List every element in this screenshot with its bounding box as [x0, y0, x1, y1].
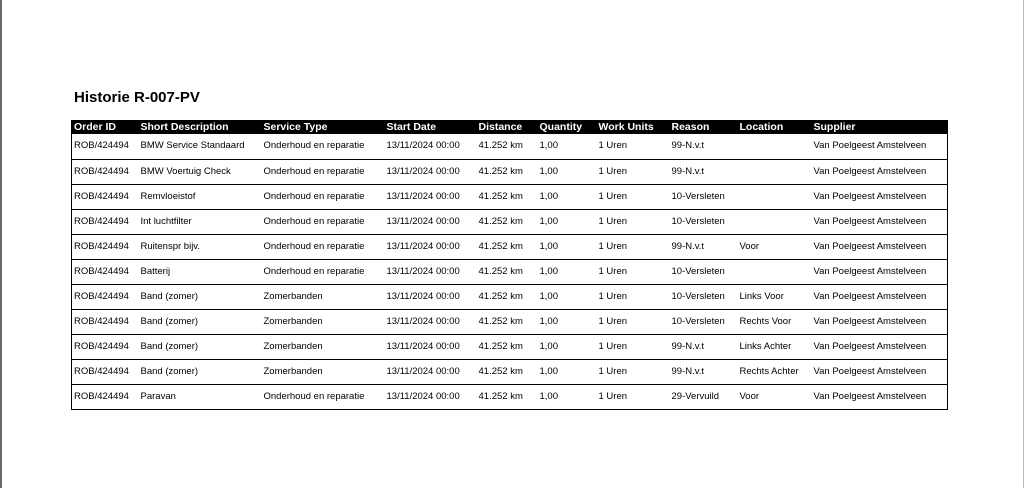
cell-location: Rechts Achter [738, 359, 812, 384]
page-edge-left [0, 0, 2, 488]
cell-work-units: 1 Uren [597, 309, 670, 334]
cell-order-id: ROB/424494 [72, 309, 139, 334]
cell-order-id: ROB/424494 [72, 159, 139, 184]
cell-service-type: Onderhoud en reparatie [262, 209, 385, 234]
cell-order-id: ROB/424494 [72, 134, 139, 159]
table-header-row [72, 120, 948, 134]
cell-order-id: ROB/424494 [72, 359, 139, 384]
cell-supplier: Van Poelgeest Amstelveen [812, 334, 948, 359]
cell-quantity: 1,00 [538, 384, 597, 409]
cell-quantity: 1,00 [538, 309, 597, 334]
cell-distance: 41.252 km [477, 234, 538, 259]
cell-distance: 41.252 km [477, 134, 538, 159]
header-location: Location [738, 120, 812, 134]
cell-short-description: Band (zomer) [139, 359, 262, 384]
cell-short-description: Band (zomer) [139, 334, 262, 359]
cell-location: Links Voor [738, 284, 812, 309]
cell-quantity: 1,00 [538, 334, 597, 359]
header-order-id: Order ID [72, 120, 139, 134]
cell-location [738, 184, 812, 209]
cell-quantity: 1,00 [538, 159, 597, 184]
header-reason: Reason [670, 120, 738, 134]
page-title: Historie R-007-PV [74, 89, 200, 106]
cell-start-date: 13/11/2024 00:00 [385, 334, 477, 359]
cell-reason: 10-Versleten [670, 259, 738, 284]
cell-distance: 41.252 km [477, 384, 538, 409]
header-distance: Distance [477, 120, 538, 134]
header-short-description: Short Description [139, 120, 262, 134]
cell-distance: 41.252 km [477, 259, 538, 284]
cell-supplier: Van Poelgeest Amstelveen [812, 384, 948, 409]
cell-start-date: 13/11/2024 00:00 [385, 309, 477, 334]
cell-order-id: ROB/424494 [72, 209, 139, 234]
cell-order-id: ROB/424494 [72, 184, 139, 209]
cell-location: Voor [738, 234, 812, 259]
cell-service-type: Zomerbanden [262, 284, 385, 309]
cell-service-type: Onderhoud en reparatie [262, 259, 385, 284]
cell-short-description: Band (zomer) [139, 309, 262, 334]
cell-work-units: 1 Uren [597, 334, 670, 359]
table-row [72, 259, 948, 284]
header-start-date: Start Date [385, 120, 477, 134]
cell-short-description: BMW Service Standaard [139, 134, 262, 159]
cell-reason: 99-N.v.t [670, 134, 738, 159]
cell-service-type: Onderhoud en reparatie [262, 184, 385, 209]
cell-location [738, 134, 812, 159]
cell-distance: 41.252 km [477, 184, 538, 209]
cell-work-units: 1 Uren [597, 384, 670, 409]
cell-reason: 99-N.v.t [670, 159, 738, 184]
table-row [72, 159, 948, 184]
cell-reason: 10-Versleten [670, 309, 738, 334]
table-row [72, 184, 948, 209]
cell-supplier: Van Poelgeest Amstelveen [812, 259, 948, 284]
table-row [72, 384, 948, 409]
cell-short-description: Band (zomer) [139, 284, 262, 309]
cell-service-type: Zomerbanden [262, 309, 385, 334]
cell-work-units: 1 Uren [597, 184, 670, 209]
cell-supplier: Van Poelgeest Amstelveen [812, 134, 948, 159]
cell-distance: 41.252 km [477, 209, 538, 234]
header-supplier: Supplier [812, 120, 948, 134]
cell-distance: 41.252 km [477, 309, 538, 334]
cell-start-date: 13/11/2024 00:00 [385, 259, 477, 284]
cell-start-date: 13/11/2024 00:00 [385, 159, 477, 184]
cell-work-units: 1 Uren [597, 359, 670, 384]
cell-start-date: 13/11/2024 00:00 [385, 359, 477, 384]
cell-quantity: 1,00 [538, 259, 597, 284]
cell-service-type: Zomerbanden [262, 334, 385, 359]
cell-quantity: 1,00 [538, 209, 597, 234]
cell-work-units: 1 Uren [597, 134, 670, 159]
cell-start-date: 13/11/2024 00:00 [385, 384, 477, 409]
table-row [72, 359, 948, 384]
table-row [72, 284, 948, 309]
cell-start-date: 13/11/2024 00:00 [385, 209, 477, 234]
cell-order-id: ROB/424494 [72, 284, 139, 309]
cell-order-id: ROB/424494 [72, 384, 139, 409]
table-body [72, 134, 948, 409]
cell-location: Rechts Voor [738, 309, 812, 334]
cell-short-description: Remvloeistof [139, 184, 262, 209]
cell-quantity: 1,00 [538, 359, 597, 384]
cell-start-date: 13/11/2024 00:00 [385, 134, 477, 159]
cell-supplier: Van Poelgeest Amstelveen [812, 309, 948, 334]
cell-reason: 10-Versleten [670, 209, 738, 234]
cell-location: Links Achter [738, 334, 812, 359]
header-work-units: Work Units [597, 120, 670, 134]
cell-location [738, 259, 812, 284]
cell-service-type: Onderhoud en reparatie [262, 134, 385, 159]
cell-start-date: 13/11/2024 00:00 [385, 284, 477, 309]
cell-work-units: 1 Uren [597, 284, 670, 309]
cell-service-type: Onderhoud en reparatie [262, 234, 385, 259]
cell-short-description: Batterij [139, 259, 262, 284]
cell-supplier: Van Poelgeest Amstelveen [812, 234, 948, 259]
table-row [72, 234, 948, 259]
cell-order-id: ROB/424494 [72, 234, 139, 259]
cell-location [738, 209, 812, 234]
header-quantity: Quantity [538, 120, 597, 134]
cell-distance: 41.252 km [477, 359, 538, 384]
cell-order-id: ROB/424494 [72, 334, 139, 359]
cell-short-description: Ruitenspr bijv. [139, 234, 262, 259]
cell-quantity: 1,00 [538, 134, 597, 159]
cell-supplier: Van Poelgeest Amstelveen [812, 159, 948, 184]
cell-reason: 99-N.v.t [670, 234, 738, 259]
cell-distance: 41.252 km [477, 159, 538, 184]
cell-supplier: Van Poelgeest Amstelveen [812, 284, 948, 309]
cell-short-description: BMW Voertuig Check [139, 159, 262, 184]
cell-distance: 41.252 km [477, 284, 538, 309]
cell-supplier: Van Poelgeest Amstelveen [812, 184, 948, 209]
cell-short-description: Paravan [139, 384, 262, 409]
cell-supplier: Van Poelgeest Amstelveen [812, 209, 948, 234]
cell-service-type: Onderhoud en reparatie [262, 384, 385, 409]
cell-reason: 10-Versleten [670, 284, 738, 309]
cell-reason: 29-Vervuild [670, 384, 738, 409]
cell-order-id: ROB/424494 [72, 259, 139, 284]
cell-work-units: 1 Uren [597, 159, 670, 184]
cell-reason: 10-Versleten [670, 184, 738, 209]
cell-work-units: 1 Uren [597, 209, 670, 234]
cell-start-date: 13/11/2024 00:00 [385, 234, 477, 259]
cell-reason: 99-N.v.t [670, 334, 738, 359]
history-table [71, 120, 948, 410]
table-row [72, 334, 948, 359]
cell-quantity: 1,00 [538, 234, 597, 259]
cell-work-units: 1 Uren [597, 259, 670, 284]
cell-short-description: Int luchtfilter [139, 209, 262, 234]
cell-distance: 41.252 km [477, 334, 538, 359]
cell-supplier: Van Poelgeest Amstelveen [812, 359, 948, 384]
table-row [72, 209, 948, 234]
header-service-type: Service Type [262, 120, 385, 134]
cell-location [738, 159, 812, 184]
cell-service-type: Zomerbanden [262, 359, 385, 384]
cell-service-type: Onderhoud en reparatie [262, 159, 385, 184]
cell-quantity: 1,00 [538, 284, 597, 309]
cell-work-units: 1 Uren [597, 234, 670, 259]
table-row [72, 309, 948, 334]
cell-reason: 99-N.v.t [670, 359, 738, 384]
cell-quantity: 1,00 [538, 184, 597, 209]
table-row [72, 134, 948, 159]
cell-location: Voor [738, 384, 812, 409]
cell-start-date: 13/11/2024 00:00 [385, 184, 477, 209]
